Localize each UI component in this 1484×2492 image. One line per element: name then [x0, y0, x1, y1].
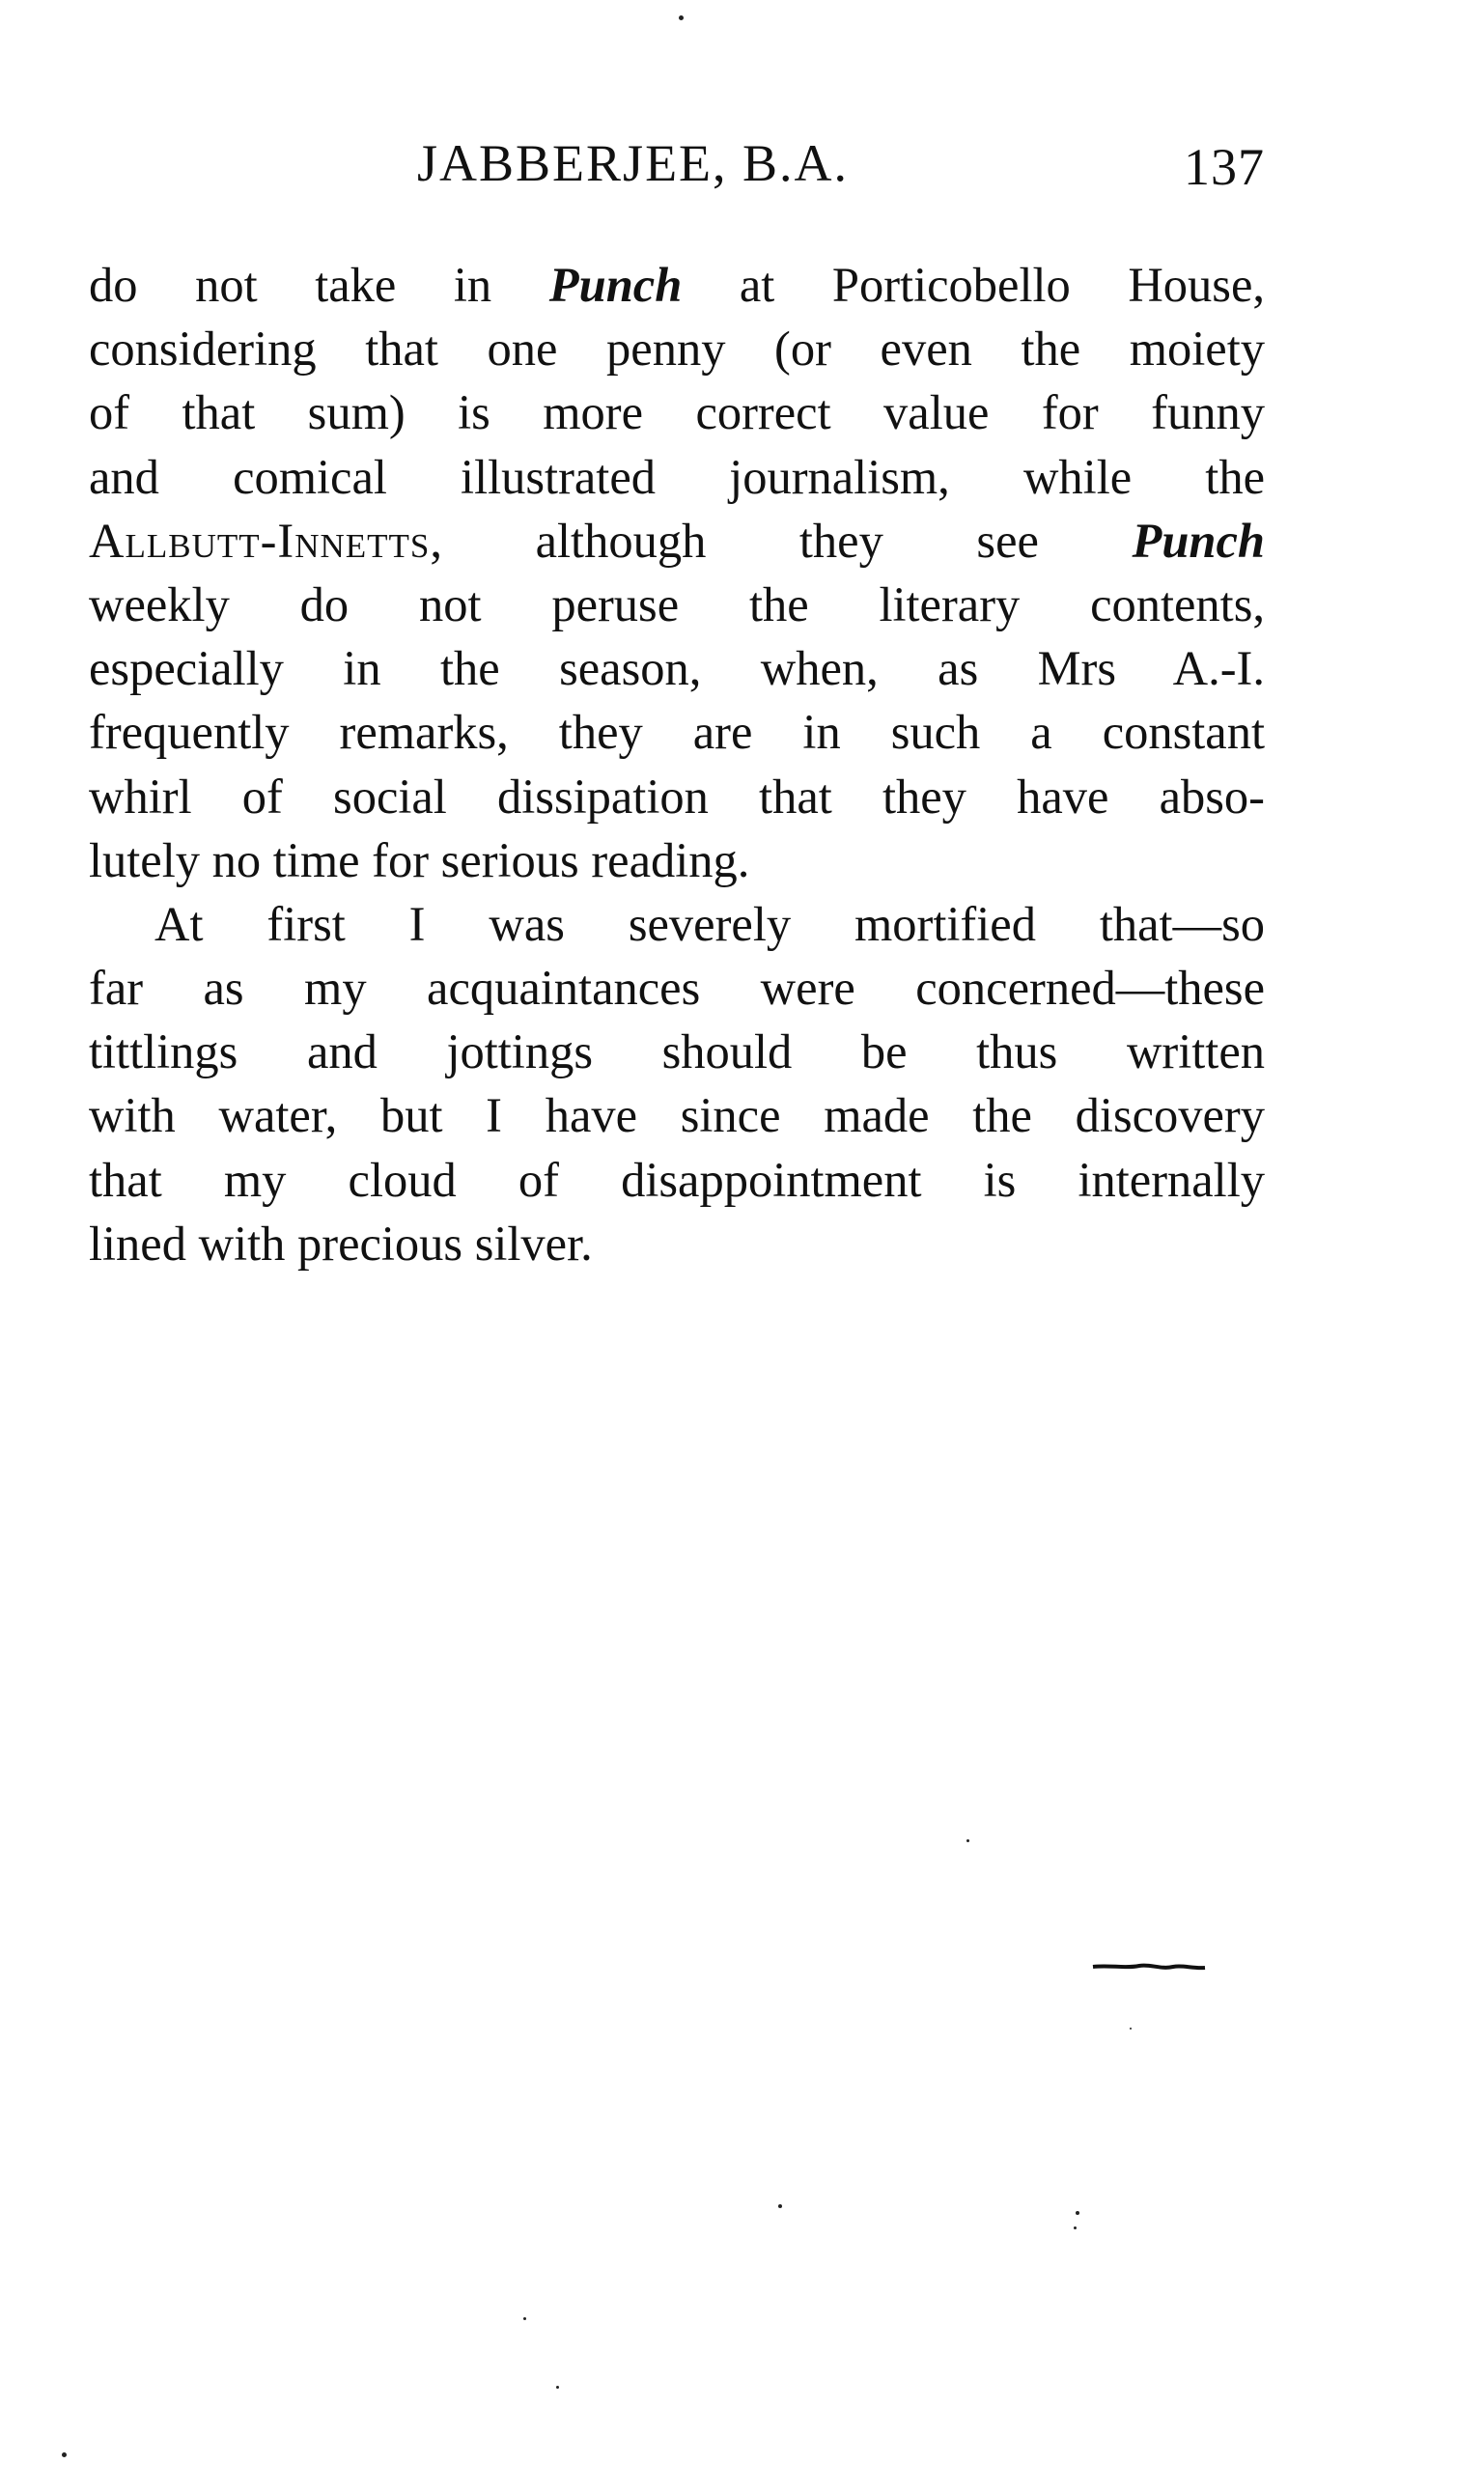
scan-speck	[1074, 2226, 1077, 2229]
ink-dash-mark	[1091, 1960, 1207, 1974]
text-line: considering that one penny (or even the moiety	[89, 322, 1265, 377]
text-line: of that sum) is more correct value for funny	[89, 385, 1265, 440]
text-line: far as my acquaintances were concerned—these	[89, 961, 1265, 1016]
scan-speck	[523, 2317, 526, 2320]
text-line: that my cloud of disappointment is internally	[89, 1152, 1265, 1207]
scan-speck	[556, 2386, 559, 2389]
text-line: frequently remarks, they are in such a constant	[89, 705, 1265, 760]
scan-speck	[1076, 2211, 1079, 2215]
text-line	[89, 253, 1265, 317]
text-span: do not take in	[89, 258, 549, 312]
text-line: and comical illustrated journalism, while the	[89, 449, 1265, 504]
italic-title: Punch	[1132, 513, 1265, 568]
small-caps-name: Allbutt-Innetts	[89, 513, 431, 568]
text-line: tittlings and jottings should be thus written	[89, 1024, 1265, 1079]
text-span: , although they see	[430, 513, 1133, 568]
page-number: 137	[1184, 138, 1265, 196]
body-text	[89, 253, 1265, 1275]
scan-speck	[966, 1839, 969, 1842]
running-head	[89, 133, 1265, 210]
text-line	[89, 509, 1265, 573]
text-line: lined with precious silver.	[89, 1216, 593, 1271]
text-line: At first I was severely mortified that—so	[154, 896, 1265, 951]
running-title: JABBERJEE, B.A.	[417, 134, 850, 192]
text-line: especially in the season, when, as Mrs A.-I.	[89, 641, 1265, 696]
text-line: whirl of social dissipation that they have abso-	[89, 769, 1265, 824]
text-line: lutely no time for serious reading.	[89, 832, 750, 887]
italic-title: Punch	[548, 258, 683, 312]
scan-speck	[62, 2452, 67, 2457]
top-speck	[679, 15, 684, 20]
scan-speck	[1130, 2028, 1132, 2030]
text-line: weekly do not peruse the literary contents,	[89, 576, 1265, 631]
text-line: with water, but I have since made the discovery	[89, 1088, 1265, 1143]
scan-speck	[778, 2204, 782, 2208]
text-span: at Porticobello House,	[682, 258, 1266, 312]
